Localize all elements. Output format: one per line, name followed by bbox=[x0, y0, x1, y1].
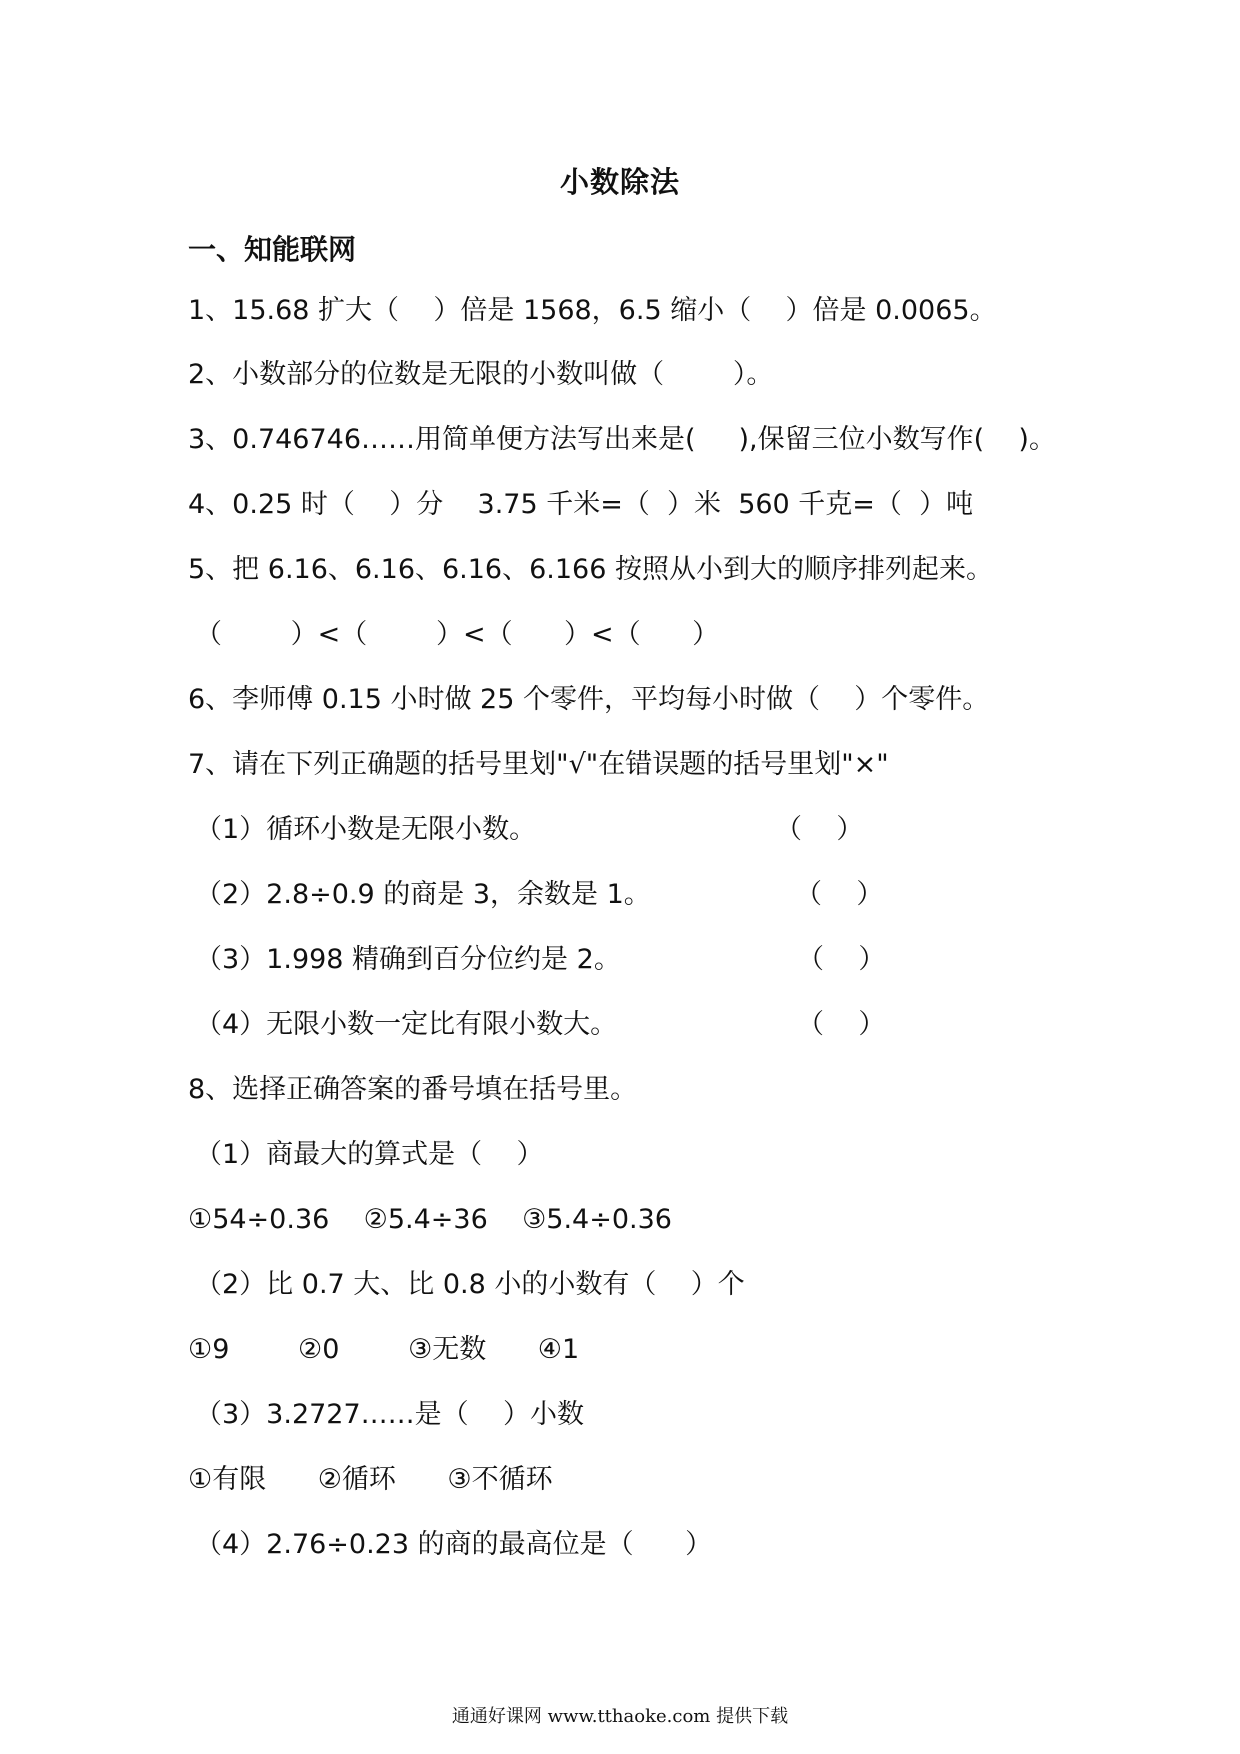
q8-sub-1: （1）商最大的算式是（ ） bbox=[195, 1139, 544, 1170]
question-5-blanks: （ ）<（ ）<（ ）<（ ） bbox=[195, 619, 720, 650]
question-4: 4、0.25 时（ ）分 3.75 千米=（ ）米 560 千克=（ ）吨 bbox=[188, 489, 974, 520]
q7-item-2-bracket: （ ） bbox=[795, 879, 884, 910]
q8-sub-3: （3）3.2727……是（ ）小数 bbox=[195, 1399, 584, 1430]
q7-item-4-bracket: （ ） bbox=[797, 1009, 886, 1040]
q8-sub-2-options: ①9 ②0 ③无数 ④1 bbox=[188, 1334, 580, 1365]
page-footer: 通通好课网 www.tthaoke.com 提供下载 bbox=[451, 1706, 789, 1727]
question-3: 3、0.746746……用简单便方法写出来是( ),保留三位小数写作( )。 bbox=[188, 424, 1056, 455]
q7-item-2-text: （2）2.8÷0.9 的商是 3，余数是 1。 bbox=[195, 879, 651, 910]
question-8: 8、选择正确答案的番号填在括号里。 bbox=[188, 1074, 638, 1105]
q7-item-3-bracket: （ ） bbox=[797, 944, 886, 975]
q7-item-1-bracket: （ ） bbox=[775, 814, 864, 845]
question-2: 2、小数部分的位数是无限的小数叫做（ ）。 bbox=[188, 359, 774, 390]
section-heading: 一、知能联网 bbox=[188, 233, 357, 266]
q8-sub-3-options: ①有限 ②循环 ③不循环 bbox=[188, 1464, 553, 1495]
question-6: 6、李师傅 0.15 小时做 25 个零件，平均每小时做（ ）个零件。 bbox=[188, 684, 990, 715]
q8-sub-2: （2）比 0.7 大、比 0.8 小的小数有（ ）个 bbox=[195, 1269, 745, 1300]
question-1: 1、15.68 扩大（ ）倍是 1568，6.5 缩小（ ）倍是 0.0065。 bbox=[188, 295, 997, 326]
question-5: 5、把 6.16、6.16、6.16、6.166 按照从小到大的顺序排列起来。 bbox=[188, 554, 993, 585]
q8-sub-1-options: ①54÷0.36 ②5.4÷36 ③5.4÷0.36 bbox=[188, 1204, 672, 1235]
q7-item-3-text: （3）1.998 精确到百分位约是 2。 bbox=[195, 944, 621, 975]
page-title: 小数除法 bbox=[559, 165, 680, 199]
q7-item-1-text: （1）循环小数是无限小数。 bbox=[195, 814, 537, 845]
question-7: 7、请在下列正确题的括号里划"√"在错误题的括号里划"×" bbox=[188, 749, 889, 780]
q7-item-4-text: （4）无限小数一定比有限小数大。 bbox=[195, 1009, 618, 1040]
q8-sub-4: （4）2.76÷0.23 的商的最高位是（ ） bbox=[195, 1529, 713, 1560]
